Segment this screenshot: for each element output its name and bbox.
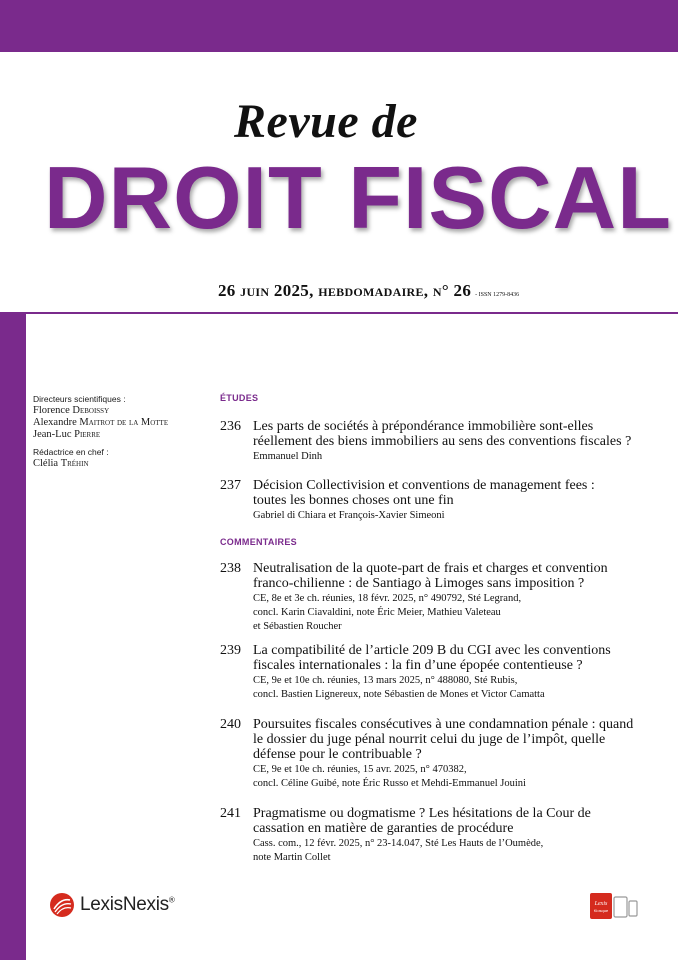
entry-title-line: La compatibilité de l’article 209 B du CGI avec les conventions <box>253 643 611 658</box>
entry-title-line: défense pour le contribuable ? <box>253 747 422 762</box>
entry-author-line: concl. Bastien Lignereux, note Sébastien de Mones et Victor Camatta <box>253 689 545 700</box>
toc-entry[interactable] <box>220 717 650 790</box>
editor-label: Rédactrice en chef : <box>33 447 109 457</box>
issue-line <box>218 281 519 301</box>
section-etudes: ÉTUDES <box>220 393 259 403</box>
masthead <box>33 393 213 470</box>
entry-number: 238 <box>220 561 241 576</box>
director-name: Florence Deboissy <box>33 405 110 416</box>
entry-title-line: franco-chilienne : de Santiago à Limoges sans imposition ? <box>253 576 585 591</box>
entry-title-line: cassation en matière de garanties de procédure <box>253 821 514 836</box>
publisher-name: LexisNexis® <box>80 894 175 915</box>
entry-title-line: le dossier du juge pénal nourrit celui du juge de l’impôt, quelle <box>253 732 606 747</box>
kiosk-top-text: Lexis <box>594 901 608 907</box>
entry-title-line: toutes les bonnes choses ont une fin <box>253 493 454 508</box>
lexisnexis-logo-icon <box>49 892 75 918</box>
entry-author-line: note Martin Collet <box>253 852 331 863</box>
entry-title-line: fiscales internationales : la fin d’une épopée contentieuse ? <box>253 658 583 673</box>
entry-author-line: Cass. com., 12 févr. 2025, n° 23-14.047, Sté Les Hauts de l’Oumède, <box>253 838 544 849</box>
entry-author-line: Gabriel di Chiara et François-Xavier Simeoni <box>253 510 445 521</box>
editor-name: Clélia Tréhin <box>33 458 89 469</box>
entry-author-line: CE, 9e et 10e ch. réunies, 15 avr. 2025, n° 470382, <box>253 764 467 775</box>
entry-number: 236 <box>220 419 241 434</box>
director-name: Alexandre Maitrot de la Motte <box>33 417 169 428</box>
entry-author-line: Emmanuel Dinh <box>253 451 323 462</box>
tablet-icon <box>614 897 627 917</box>
issn: - ISSN 1279-8436 <box>475 292 520 298</box>
publisher-logo[interactable] <box>49 892 174 918</box>
section-commentaires: COMMENTAIRES <box>220 537 297 547</box>
toc-entry[interactable] <box>220 419 650 463</box>
kiosk-bottom-text: Kiosque <box>593 908 609 913</box>
entry-author-line: concl. Karin Ciavaldini, note Éric Meier, Mathieu Valeteau <box>253 607 501 618</box>
phone-icon <box>629 901 637 916</box>
toc-entry[interactable] <box>220 561 650 633</box>
top-purple-band <box>0 0 678 52</box>
journal-title: DROIT FISCAL <box>44 148 672 247</box>
toc-entry[interactable] <box>220 478 650 522</box>
entry-title-line: Les parts de sociétés à prépondérance immobilière sont-elles <box>253 419 594 434</box>
journal-subtitle: Revue de <box>234 95 418 148</box>
entry-title-line: Pragmatisme ou dogmatisme ? Les hésitations de la Cour de <box>253 806 591 821</box>
entry-title-line: Décision Collectivision et conventions de management fees : <box>253 478 595 493</box>
entry-number: 239 <box>220 643 241 658</box>
entry-number: 237 <box>220 478 241 493</box>
entry-title-line: réellement des biens immobiliers au sens des conventions fiscales ? <box>253 434 632 449</box>
left-purple-band <box>0 312 26 960</box>
entry-title-line: Poursuites fiscales consécutives à une condamnation pénale : quand <box>253 717 634 732</box>
entry-title-line: Neutralisation de la quote-part de frais et charges et convention <box>253 561 608 576</box>
issue-date-number: 26 juin 2025, hebdomadaire, n° 26 <box>218 281 472 300</box>
lexis-kiosque-icon[interactable] <box>590 893 638 919</box>
entry-author-line: CE, 9e et 10e ch. réunies, 13 mars 2025, n° 488080, Sté Rubis, <box>253 675 518 686</box>
director-name: Jean-Luc Pierre <box>33 429 101 440</box>
entry-author-line: CE, 8e et 3e ch. réunies, 18 févr. 2025, n° 490792, Sté Legrand, <box>253 593 522 604</box>
directors-label: Directeurs scientifiques : <box>33 394 126 404</box>
entry-author-line: concl. Céline Guibé, note Éric Russo et Mehdi-Emmanuel Jouini <box>253 778 526 789</box>
entry-number: 241 <box>220 806 241 821</box>
entry-number: 240 <box>220 717 241 732</box>
header-divider <box>26 312 678 314</box>
entry-author-line: et Sébastien Roucher <box>253 621 342 632</box>
toc-entry[interactable] <box>220 806 650 864</box>
toc-entry[interactable] <box>220 643 650 701</box>
